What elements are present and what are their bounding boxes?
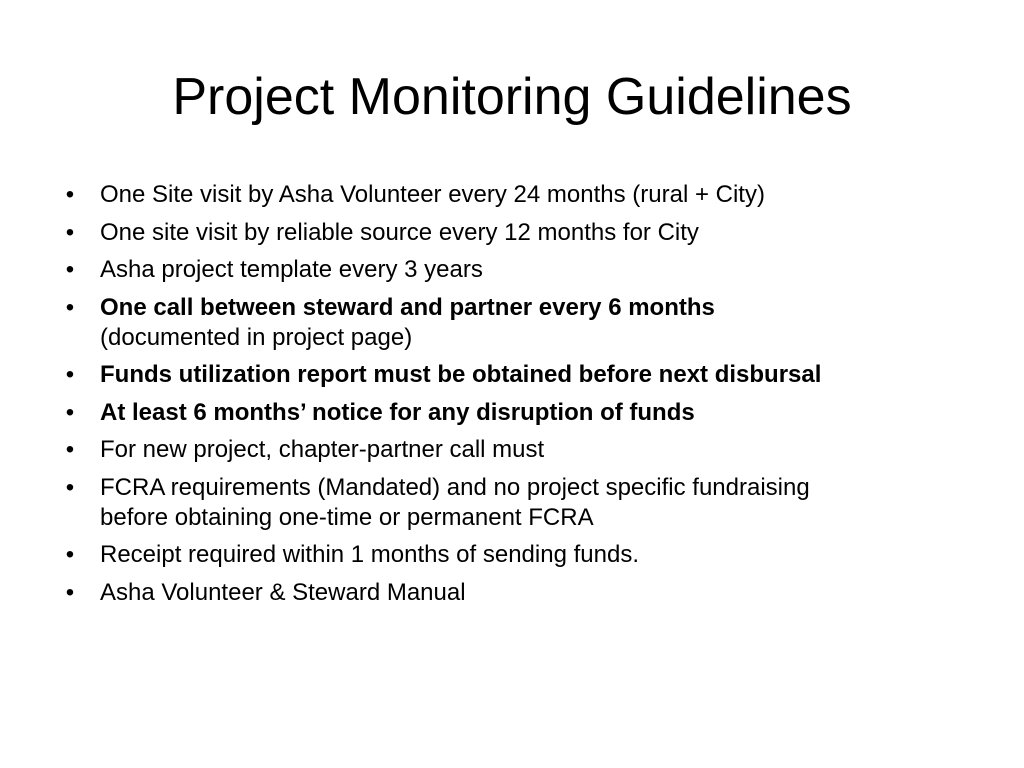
bullet-icon: •: [65, 361, 75, 388]
bullet-icon: •: [65, 181, 75, 208]
bullet-text-bold: One call between steward and partner every 6 months: [100, 293, 715, 321]
bullet-list: [60, 180, 980, 615]
list-item: [60, 255, 980, 285]
bullet-text-continuation: before obtaining one-time or permanent FCRA: [100, 503, 594, 531]
bullet-text-bold: At least 6 months’ notice for any disruption of funds: [100, 398, 695, 426]
slide-title: Project Monitoring Guidelines: [172, 68, 852, 126]
bullet-icon: •: [65, 473, 75, 501]
bullet-text: One site visit by reliable source every 12 months for City: [100, 218, 699, 246]
bullet-text: FCRA requirements (Mandated) and no project specific fundraising: [100, 473, 810, 501]
list-item: [60, 180, 980, 210]
list-item: [60, 398, 980, 428]
list-item: [60, 540, 980, 570]
bullet-text: Receipt required within 1 months of sending funds.: [100, 541, 639, 568]
list-item: [60, 218, 980, 248]
bullet-text-continuation: (documented in project page): [100, 323, 413, 351]
list-item: [60, 360, 980, 390]
list-item: [60, 578, 980, 608]
bullet-icon: •: [65, 541, 75, 568]
bullet-icon: •: [65, 436, 75, 463]
bullet-icon: •: [65, 256, 75, 283]
list-item: [60, 435, 980, 465]
list-item: [60, 293, 980, 353]
bullet-text: For new project, chapter-partner call must: [100, 436, 545, 463]
bullet-icon: •: [65, 398, 75, 426]
list-item: [60, 473, 980, 533]
bullet-text: Asha Volunteer & Steward Manual: [100, 578, 466, 606]
bullet-text: One Site visit by Asha Volunteer every 24 months (rural + City): [100, 181, 765, 208]
bullet-icon: •: [65, 218, 75, 246]
bullet-icon: •: [65, 293, 75, 321]
bullet-text-bold: Funds utilization report must be obtained before next disbursal: [100, 361, 822, 388]
bullet-text: Asha project template every 3 years: [100, 256, 483, 283]
bullet-icon: •: [65, 578, 75, 606]
